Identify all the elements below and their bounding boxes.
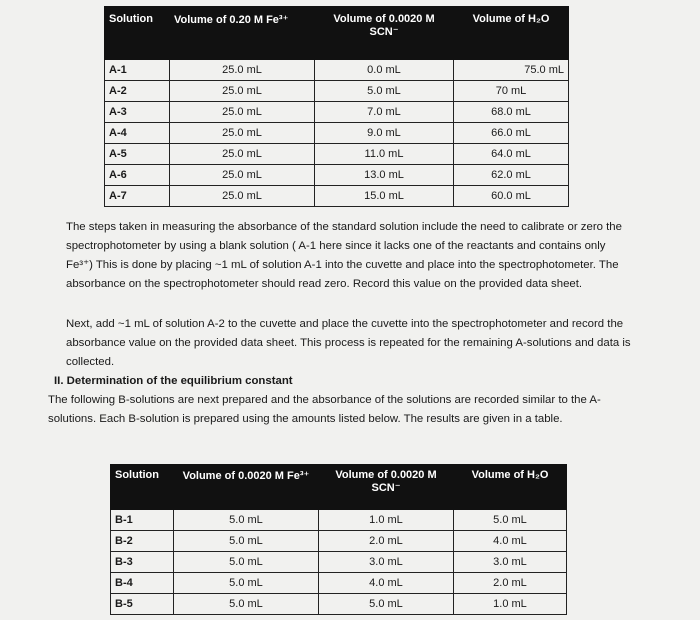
table-cell-water: 64.0 mL <box>454 144 569 165</box>
table-row <box>105 186 569 207</box>
table-cell-solution: A-1 <box>105 60 170 81</box>
table-cell-water: 4.0 mL <box>454 531 567 552</box>
table-b <box>110 464 567 615</box>
table-cell-fe: 25.0 mL <box>170 165 315 186</box>
table-row <box>105 144 569 165</box>
table-cell-water: 75.0 mL <box>454 60 569 81</box>
table-cell-fe: 5.0 mL <box>174 552 319 573</box>
paragraph-b-solutions: The following B-solutions are next prepared and the absorbance of the solutions are recorded similar to the A-solutions. Each B-solution is prepared using the amounts listed below. The results are given in a table. <box>48 394 601 425</box>
table-cell-water: 1.0 mL <box>454 594 567 615</box>
table-cell-water: 2.0 mL <box>454 573 567 594</box>
table-b-header-water-volume: Volume of H₂O <box>454 465 567 510</box>
table-cell-water: 66.0 mL <box>454 123 569 144</box>
table-row <box>105 60 569 81</box>
table-cell-solution: A-4 <box>105 123 170 144</box>
table-a <box>104 6 569 207</box>
table-a-header-fe-volume: Volume of 0.20 M Fe³⁺ <box>170 7 315 60</box>
table-row <box>111 510 567 531</box>
table-cell-scn: 9.0 mL <box>315 123 454 144</box>
table-cell-fe: 5.0 mL <box>174 510 319 531</box>
table-cell-fe: 5.0 mL <box>174 594 319 615</box>
table-row <box>111 531 567 552</box>
table-cell-fe: 25.0 mL <box>170 123 315 144</box>
table-cell-scn: 5.0 mL <box>315 81 454 102</box>
table-cell-scn: 11.0 mL <box>315 144 454 165</box>
table-cell-fe: 5.0 mL <box>174 573 319 594</box>
table-cell-water: 3.0 mL <box>454 552 567 573</box>
table-cell-scn: 0.0 mL <box>315 60 454 81</box>
table-cell-fe: 5.0 mL <box>174 531 319 552</box>
table-row <box>111 594 567 615</box>
table-row <box>111 573 567 594</box>
table-cell-solution: A-5 <box>105 144 170 165</box>
table-cell-solution: B-1 <box>111 510 174 531</box>
table-cell-scn: 1.0 mL <box>319 510 454 531</box>
table-cell-fe: 25.0 mL <box>170 81 315 102</box>
table-cell-water: 60.0 mL <box>454 186 569 207</box>
paragraph-calibration: The steps taken in measuring the absorbance of the standard solution include the need to calibrate or zero the spectrophotometer by using a blank solution ( A-1 here since it lacks one of the reactants and contains only Fe³⁺) This is done by placing ~1 mL of solution A-1 into the cuvette and place into the spectrophotometer. The absorbance on the spectrophotometer should read zero. Record this value on the provided data sheet. <box>66 221 622 290</box>
table-cell-solution: A-3 <box>105 102 170 123</box>
table-a-header-water-volume: Volume of H₂O <box>454 7 569 60</box>
table-cell-water: 68.0 mL <box>454 102 569 123</box>
table-b-header-scn-volume: Volume of 0.0020 M SCN⁻ <box>319 465 454 510</box>
table-cell-solution: B-2 <box>111 531 174 552</box>
table-cell-solution: B-5 <box>111 594 174 615</box>
table-cell-water: 5.0 mL <box>454 510 567 531</box>
table-cell-scn: 7.0 mL <box>315 102 454 123</box>
table-cell-scn: 15.0 mL <box>315 186 454 207</box>
table-b-header-fe-volume: Volume of 0.0020 M Fe³⁺ <box>174 465 319 510</box>
table-row <box>111 552 567 573</box>
table-cell-solution: A-7 <box>105 186 170 207</box>
table-cell-scn: 2.0 mL <box>319 531 454 552</box>
table-row <box>105 102 569 123</box>
table-cell-solution: B-4 <box>111 573 174 594</box>
table-cell-fe: 25.0 mL <box>170 102 315 123</box>
table-cell-scn: 5.0 mL <box>319 594 454 615</box>
table-b-header-row <box>111 465 567 510</box>
table-cell-fe: 25.0 mL <box>170 144 315 165</box>
section-heading-equilibrium: II. Determination of the equilibrium constant <box>54 375 293 387</box>
table-a-header-row <box>105 7 569 60</box>
table-cell-solution: B-3 <box>111 552 174 573</box>
table-cell-solution: A-6 <box>105 165 170 186</box>
table-cell-scn: 13.0 mL <box>315 165 454 186</box>
table-cell-scn: 4.0 mL <box>319 573 454 594</box>
table-cell-fe: 25.0 mL <box>170 186 315 207</box>
table-cell-solution: A-2 <box>105 81 170 102</box>
table-cell-scn: 3.0 mL <box>319 552 454 573</box>
table-a-header-scn-volume: Volume of 0.0020 M SCN⁻ <box>315 7 454 60</box>
table-row <box>105 165 569 186</box>
table-cell-water: 70 mL <box>454 81 569 102</box>
table-cell-water: 62.0 mL <box>454 165 569 186</box>
table-a-header-solution: Solution <box>105 7 170 60</box>
table-cell-fe: 25.0 mL <box>170 60 315 81</box>
table-row <box>105 81 569 102</box>
table-row <box>105 123 569 144</box>
paragraph-measurement: Next, add ~1 mL of solution A-2 to the cuvette and place the cuvette into the spectrophotometer and record the absorbance value on the provided data sheet. This process is repeated for the remaining A-solutions and data is collected. <box>66 318 631 368</box>
table-b-header-solution: Solution <box>111 465 174 510</box>
